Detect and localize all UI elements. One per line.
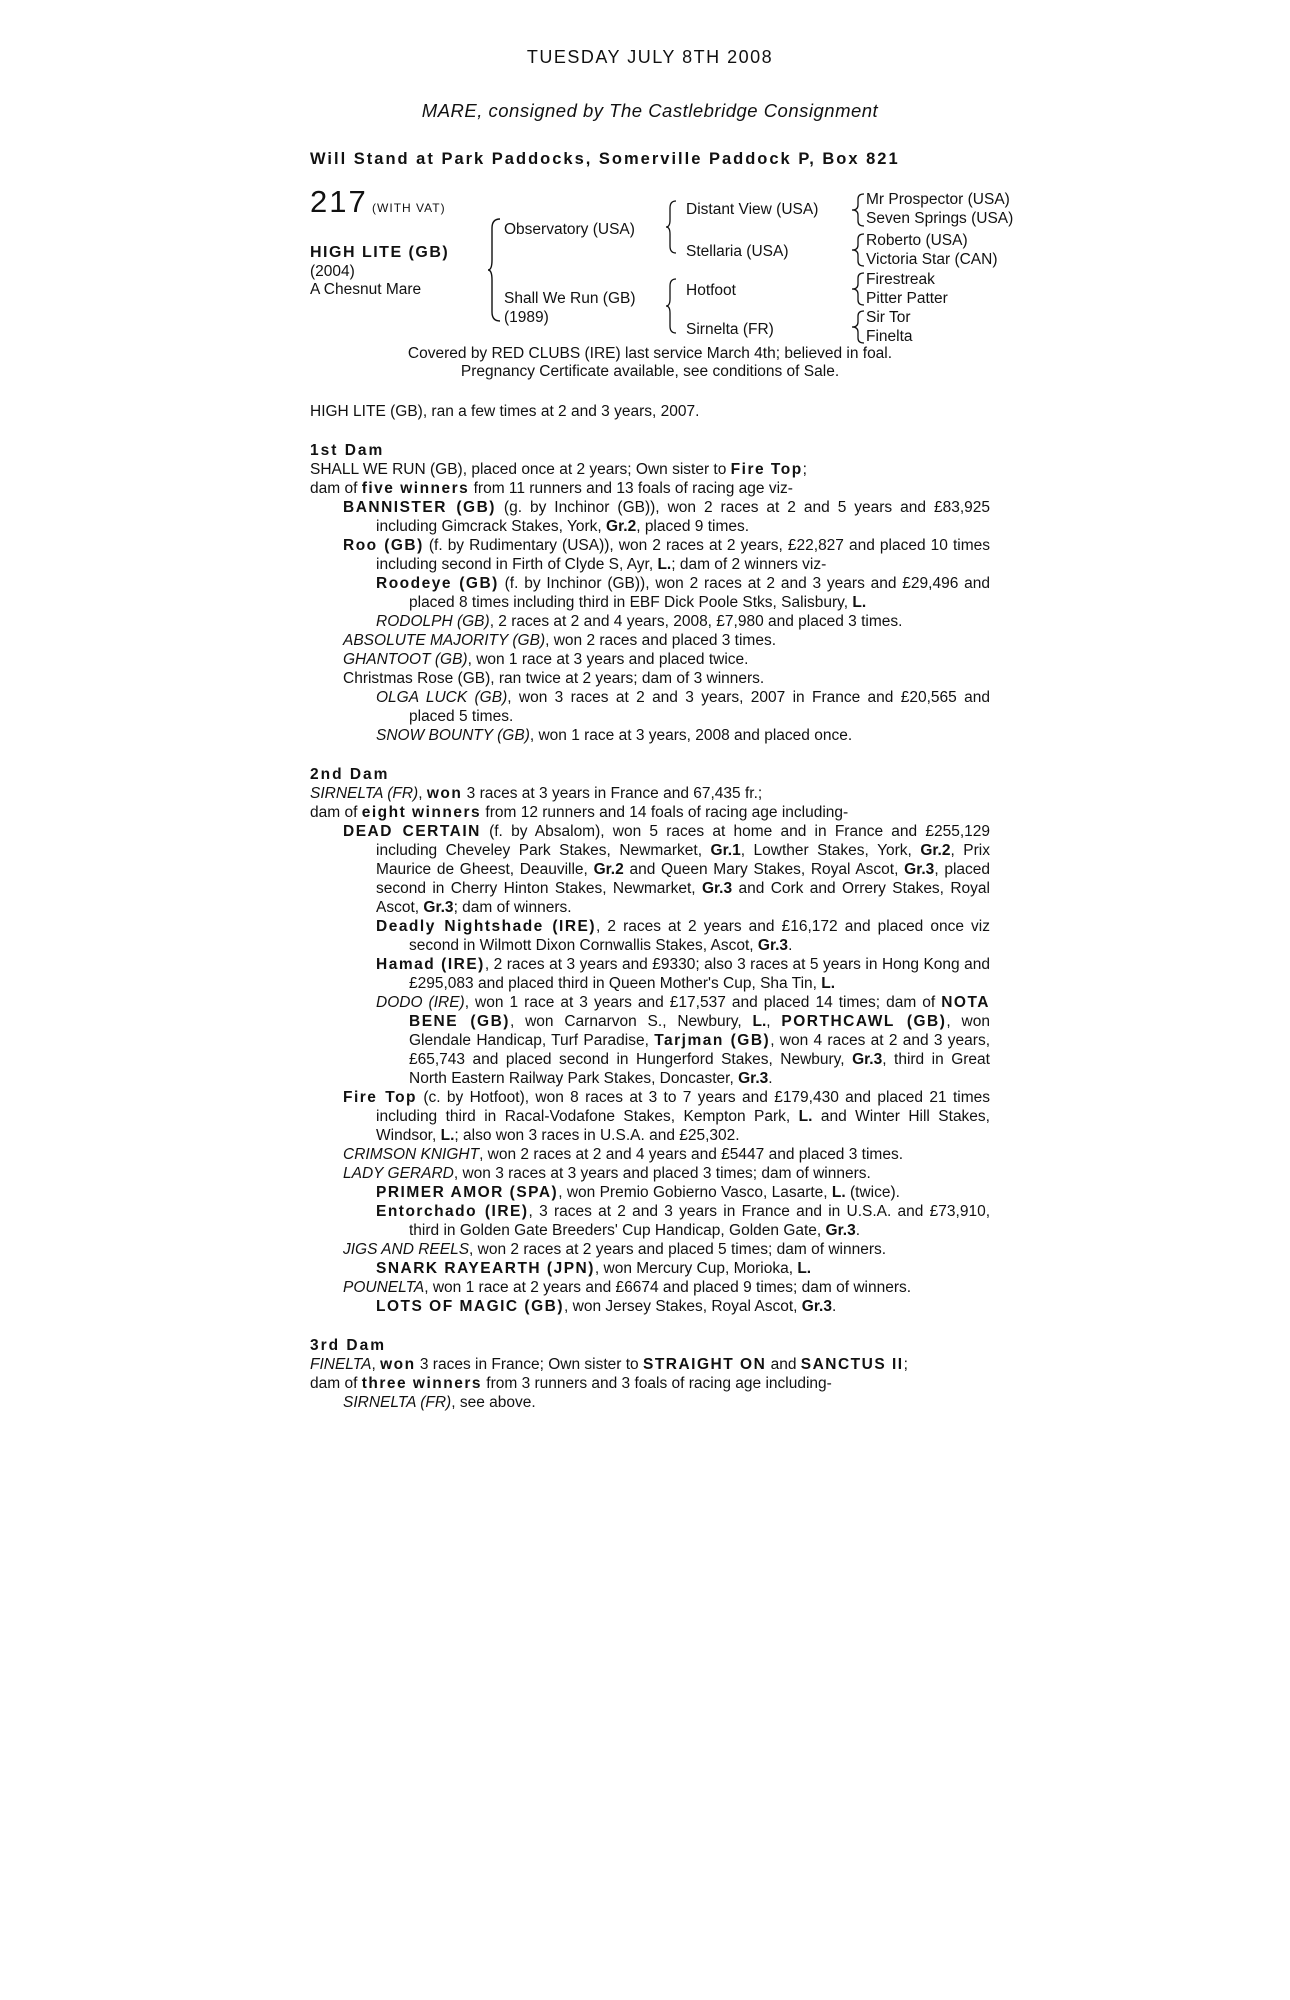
dam-brace <box>666 278 678 334</box>
pedigree-dsd: Pitter Patter <box>866 290 948 307</box>
lot-number: 217 <box>310 184 368 219</box>
pedigree-dam: Shall We Run (GB) <box>504 290 636 307</box>
pedigree-sire-sire: Distant View (USA) <box>686 201 819 218</box>
progeny-entry: Deadly Nightshade (IRE), 2 races at 2 years and £16,172 and placed once viz second in Wilmott Dixon Cornwallis Stakes, Ascot, Gr.3. <box>376 918 990 954</box>
progeny-entry: LOTS OF MAGIC (GB), won Jersey Stakes, Royal Ascot, Gr.3. <box>376 1298 837 1315</box>
progeny-entry: PRIMER AMOR (SPA), won Premio Gobierno Vasco, Lasarte, L. (twice). <box>376 1184 900 1201</box>
stand-location: Will Stand at Park Paddocks, Somerville Paddock P, Box 821 <box>310 150 900 168</box>
vat-note: (WITH VAT) <box>372 201 446 215</box>
sale-date: TUESDAY JULY 8TH 2008 <box>526 47 774 67</box>
progeny-entry: Hamad (IRE), 2 races at 3 years and £9330; also 3 races at 5 years in Hong Kong and £295,083 and placed third in Queen Mother's Cup, Sha Tin, L. <box>376 956 991 992</box>
pedigree-dam-dam: Sirnelta (FR) <box>686 321 774 338</box>
pedigree-ddd: Finelta <box>866 328 913 345</box>
brace-ds <box>852 272 866 306</box>
pedigree-sds: Roberto (USA) <box>866 232 968 249</box>
first-dam-heading: 1st Dam <box>310 442 385 459</box>
progeny-entry: SIRNELTA (FR), see above. <box>343 1394 536 1411</box>
pedigree-sdd: Victoria Star (CAN) <box>866 251 998 268</box>
brace-dd <box>852 310 866 344</box>
covering-note <box>310 345 990 381</box>
certificate-line: Pregnancy Certificate available, see conditions of Sale. <box>460 363 840 380</box>
progeny-entry: Roodeye (GB) (f. by Inchinor (GB)), won 2 races at 2 and 3 years and £29,496 and placed 8 times including third in EBF Dick Poole Stks, Salisbury, L. <box>376 575 990 611</box>
second-dam-line2: dam of eight winners from 12 runners and 14 foals of racing age including- <box>310 804 849 821</box>
covered-line: Covered by RED CLUBS (IRE) last service March 4th; believed in foal. <box>407 345 893 362</box>
catalogue-body <box>310 402 990 1412</box>
progeny-entry: POUNELTA, won 1 race at 2 years and £6674 and placed 9 times; dam of winners. <box>343 1279 912 1296</box>
pedigree-block <box>310 184 1030 350</box>
second-dam-line1: SIRNELTA (FR), won 3 races at 3 years in France and 67,435 fr.; <box>310 785 763 802</box>
third-dam-line2: dam of three winners from 3 runners and 3 foals of racing age including- <box>310 1375 832 1392</box>
progeny-entry: DEAD CERTAIN (f. by Absalom), won 5 races at home and in France and £255,129 including Cheveley Park Stakes, Newmarket, Gr.1, Lowther Stakes, York, Gr.2, Prix Maurice de Gheest, Deauville, Gr.2 and Queen Mary Stakes, Royal Ascot, Gr.3, placed second in Cherry Hinton Stakes, Newmarket, Gr.3 and Cork and Orrery Stakes, Royal Ascot, Gr.3; dam of winners. <box>343 823 991 916</box>
progeny-entry: Entorchado (IRE), 3 races at 2 and 3 years in France and in U.S.A. and £73,910, third in Golden Gate Breeders' Cup Handicap, Golden Gate, Gr.3. <box>376 1203 990 1239</box>
first-dam-line2: dam of five winners from 11 runners and 13 foals of racing age viz- <box>310 480 793 497</box>
pedigree-dds: Sir Tor <box>866 309 911 326</box>
third-dam-heading: 3rd Dam <box>310 1337 387 1354</box>
pedigree-ssd: Seven Springs (USA) <box>866 210 1014 227</box>
progeny-entry: Roo (GB) (f. by Rudimentary (USA)), won 2 races at 2 years, £22,827 and placed 10 times including second in Firth of Clyde S, Ayr, L.; dam of 2 winners viz- <box>343 537 990 573</box>
progeny-entry: CRIMSON KNIGHT, won 2 races at 2 and 4 years and £5447 and placed 3 times. <box>343 1146 904 1163</box>
progeny-entry: SNARK RAYEARTH (JPN), won Mercury Cup, Morioka, L. <box>376 1260 812 1277</box>
brace-ss <box>852 193 866 227</box>
horse-name: HIGH LITE (GB) <box>310 244 450 261</box>
third-dam-line1: FINELTA, won 3 races in France; Own sister to STRAIGHT ON and SANCTUS II; <box>310 1356 908 1373</box>
lot-number-line <box>310 184 446 219</box>
pedigree-brace <box>488 218 502 322</box>
progeny-entry: DODO (IRE), won 1 race at 3 years and £17,537 and placed 14 times; dam of NOTA BENE (GB), won Carnarvon S., Newbury, L., PORTHCAWL (GB), won Glendale Handicap, Turf Paradise, Tarjman (GB), won 4 races at 2 and 3 years, £65,743 and placed second in Hungerford Stakes, Newbury, Gr.3, third in Great North Eastern Railway Park Stakes, Doncaster, Gr.3. <box>376 994 991 1087</box>
brace-sd <box>852 233 866 267</box>
pedigree-dam-sire: Hotfoot <box>686 282 736 299</box>
progeny-entry: LADY GERARD, won 3 races at 3 years and placed 3 times; dam of winners. <box>343 1165 871 1182</box>
progeny-entry: SNOW BOUNTY (GB), won 1 race at 3 years, 2008 and placed once. <box>376 727 853 744</box>
consignment-line: MARE, consigned by The Castlebridge Consignment <box>421 100 879 121</box>
progeny-entry: OLGA LUCK (GB), won 3 races at 2 and 3 years, 2007 in France and £20,565 and placed 5 times. <box>376 689 990 725</box>
progeny-entry: ABSOLUTE MAJORITY (GB), won 2 races and placed 3 times. <box>343 632 777 649</box>
pedigree-dam-year: (1989) <box>504 309 549 326</box>
second-dam-heading: 2nd Dam <box>310 766 390 783</box>
progeny-entry: BANNISTER (GB) (g. by Inchinor (GB)), won 2 races at 2 and 5 years and £83,925 including Gimcrack Stakes, York, Gr.2, placed 9 times. <box>343 499 990 535</box>
foaling-year: (2004) <box>310 263 355 280</box>
sire-brace <box>666 200 678 254</box>
progeny-entry: JIGS AND REELS, won 2 races at 2 years and placed 5 times; dam of winners. <box>343 1241 887 1258</box>
pedigree-dss: Firestreak <box>866 271 935 288</box>
pedigree-sire: Observatory (USA) <box>504 221 635 238</box>
progeny-entry: Christmas Rose (GB), ran twice at 2 years; dam of 3 winners. <box>343 670 765 687</box>
progeny-entry: GHANTOOT (GB), won 1 race at 3 years and placed twice. <box>343 651 749 668</box>
intro-line: HIGH LITE (GB), ran a few times at 2 and 3 years, 2007. <box>310 403 700 420</box>
first-dam-line1: SHALL WE RUN (GB), placed once at 2 years; Own sister to Fire Top; <box>310 461 807 478</box>
progeny-entry: RODOLPH (GB), 2 races at 2 and 4 years, 2008, £7,980 and placed 3 times. <box>376 613 903 630</box>
horse-description: A Chesnut Mare <box>310 281 422 298</box>
pedigree-sss: Mr Prospector (USA) <box>866 191 1010 208</box>
pedigree-sire-dam: Stellaria (USA) <box>686 243 789 260</box>
progeny-entry: Fire Top (c. by Hotfoot), won 8 races at 3 to 7 years and £179,430 and placed 21 times including third in Racal-Vodafone Stakes, Kempton Park, L. and Winter Hill Stakes, Windsor, L.; also won 3 races in U.S.A. and £25,302. <box>343 1089 990 1144</box>
